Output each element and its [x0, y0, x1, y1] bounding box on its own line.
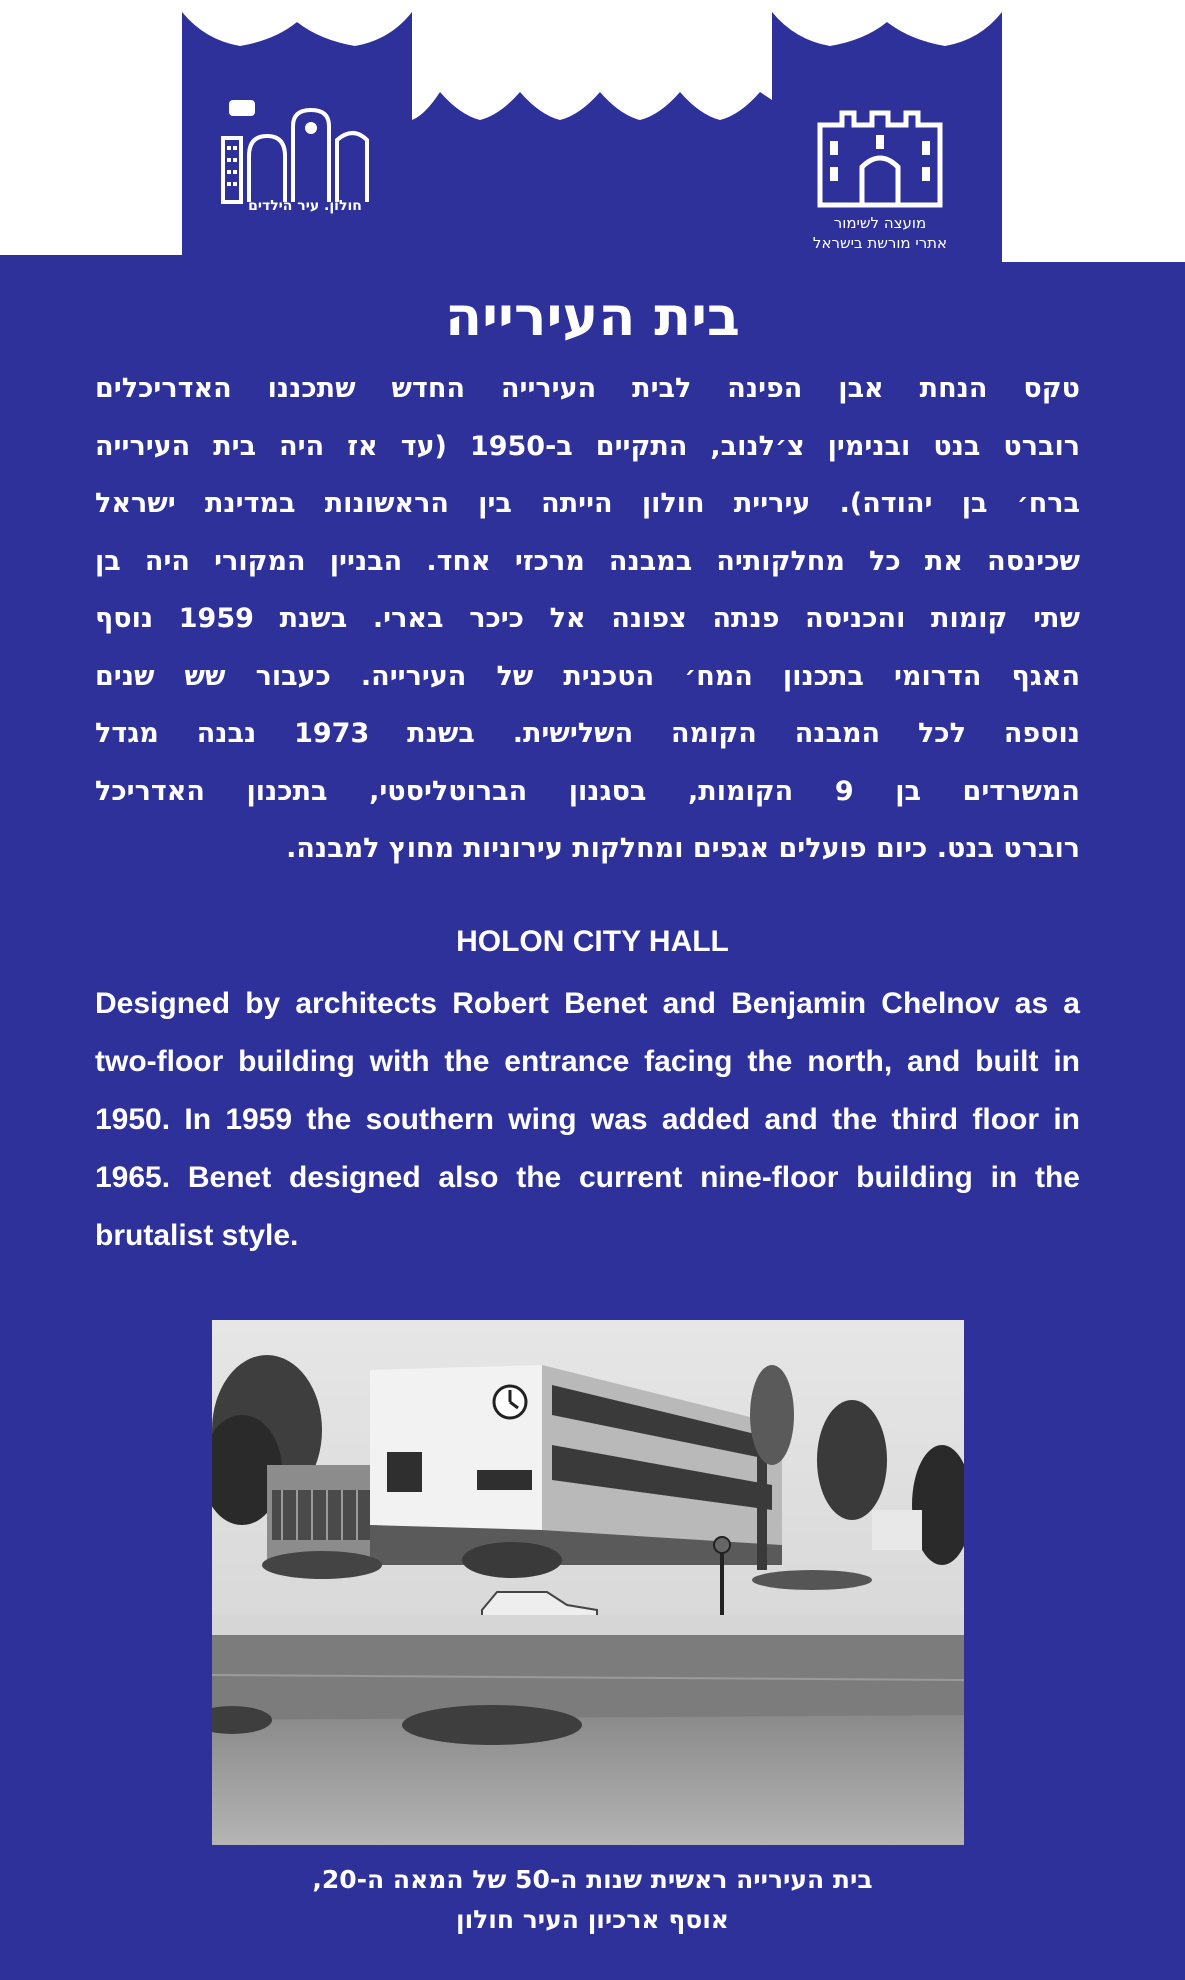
hebrew-line: שתי קומות והכניסה פנתה צפונה אל כיכר בארי. בשנת 1959 נוסף	[95, 603, 1080, 634]
hebrew-line: רוברט בנט ובנימין צ׳לנוב, התקיים ב-1950 (עד אז היה בית העירייה	[95, 430, 1080, 462]
council-logo-line1: מועצה לשימור	[833, 214, 927, 232]
page-title: בית העירייה	[445, 285, 740, 348]
caption-line: אוסף ארכיון העיר חולון	[456, 1905, 729, 1934]
city-hall-photograph	[212, 1320, 964, 1845]
hebrew-line: טקס הנחת אבן הפינה לבית העירייה החדש שתכננו האדריכלים	[95, 373, 1080, 404]
english-line: 1950. In 1959 the southern wing was added and the third floor in	[95, 1103, 1080, 1136]
caption-line: בית העירייה ראשית שנות ה-50 של המאה ה-20,	[312, 1865, 873, 1894]
hebrew-line: האגף הדרומי בתכנון המח׳ הטכנית של העירייה. כעבור שש שנים	[95, 660, 1080, 692]
hebrew-line: נוספה לכל המבנה הקומה השלישית. בשנת 1973 נבנה מגדל	[95, 718, 1080, 749]
english-title: HOLON CITY HALL	[456, 925, 729, 958]
english-line: Designed by architects Robert Benet and Benjamin Chelnov as a	[95, 987, 1080, 1020]
hebrew-line: שכינסה את כל מחלקותיה במבנה מרכזי אחד. הבניין המקורי היה בן	[95, 545, 1080, 577]
english-line: brutalist style.	[95, 1219, 299, 1252]
holon-logo-caption: חולון. עיר הילדים	[248, 198, 362, 214]
council-logo-line2: אתרי מורשת בישראל	[812, 234, 948, 252]
english-line: two-floor building with the entrance facing the north, and built in	[95, 1045, 1080, 1078]
english-line: 1965. Benet designed also the current nine-floor building in the	[95, 1161, 1080, 1194]
hebrew-line: ברח׳ בן יהודה). עיריית חולון הייתה בין הראשונות במדינת ישראל	[95, 488, 1080, 519]
photo-caption	[0, 1860, 1185, 1940]
hebrew-line: רוברט בנט. כיום פועלים אגפים ומחלקות עירוניות מחוץ למבנה.	[286, 833, 1080, 864]
hebrew-description	[95, 360, 1080, 878]
hebrew-line: המשרדים בן 9 הקומות, בסגנון הברוטליסטי, בתכנון האדריכל	[95, 775, 1080, 807]
english-description	[95, 975, 1080, 1265]
